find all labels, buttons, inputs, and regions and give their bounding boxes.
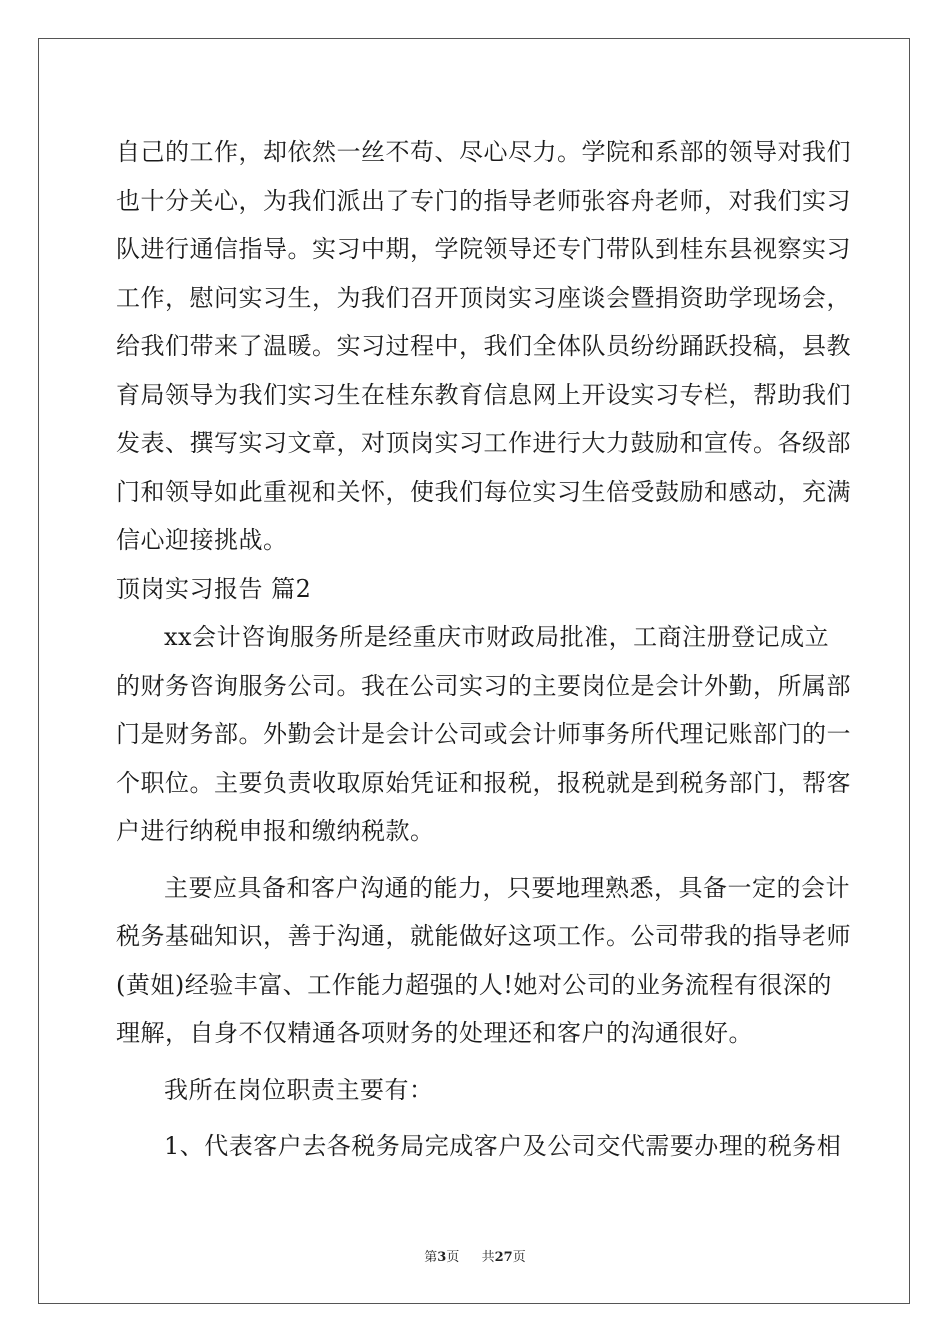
text-line: 工作，慰问实习生，为我们召开顶岗实习座谈会暨捐资助学现场会，: [116, 283, 851, 312]
paragraph-line: 我所在岗位职责主要有：: [164, 1075, 434, 1104]
paragraph-line: 税务基础知识，善于沟通，就能做好这项工作。公司带我的指导老师: [116, 922, 851, 950]
text-line: 自己的工作，却依然一丝不苟、尽心尽力。学院和系部的领导对我们: [116, 138, 851, 166]
total-suffix: 页: [512, 1250, 526, 1265]
paragraph-line: xx会计咨询服务所是经重庆市财政局批准，工商注册登记成立: [164, 623, 830, 651]
paragraph-line: 1、代表客户去各税务局完成客户及公司交代需要办理的税务相: [164, 1132, 842, 1160]
text-line: 发表、撰写实习文章，对顶岗实习工作进行大力鼓励和宣传。各级部: [116, 429, 851, 457]
page-suffix: 页: [446, 1250, 460, 1265]
page-prefix: 第: [424, 1250, 438, 1265]
text-line: 门和领导如此重视和关怀，使我们每位实习生倍受鼓励和感动，充满: [116, 477, 851, 506]
text-line: 育局领导为我们实习生在桂东教育信息网上开设实习专栏，帮助我们: [116, 380, 851, 409]
paragraph-line: 的财务咨询服务公司。我在公司实习的主要岗位是会计外勤，所属部: [116, 671, 851, 700]
paragraph-line: 户进行纳税申报和缴纳税款。: [116, 817, 435, 845]
total-prefix: 共: [481, 1250, 495, 1265]
text-line: 也十分关心，为我们派出了专门的指导老师张容舟老师，对我们实习: [116, 186, 851, 215]
text-line: 队进行通信指导。实习中期，学院领导还专门带队到桂东县视察实习: [116, 235, 851, 263]
paragraph-line: 主要应具备和客户沟通的能力，只要地理熟悉，具备一定的会计: [164, 873, 850, 902]
page-number: 3: [437, 1250, 447, 1265]
paragraph-line: 门是财务部。外勤会计是会计公司或会计师事务所代理记账部门的一: [116, 720, 851, 748]
paragraph-line: 理解，自身不仅精通各项财务的处理还和客户的沟通很好。: [116, 1019, 753, 1047]
page-footer: [0, 1246, 950, 1265]
text-line: 信心迎接挑战。: [116, 526, 288, 554]
total-pages: 27: [494, 1250, 513, 1265]
text-line: 给我们带来了温暖。实习过程中，我们全体队员纷纷踊跃投稿，县教: [116, 332, 851, 360]
section-title: 顶岗实习报告 篇2: [116, 574, 312, 603]
document-body: [116, 128, 851, 1171]
paragraph-line: (黄姐)经验丰富、工作能力超强的人!她对公司的业务流程有很深的: [116, 970, 832, 999]
paragraph-line: 个职位。主要负责收取原始凭证和报税，报税就是到税务部门，帮客: [116, 768, 851, 797]
